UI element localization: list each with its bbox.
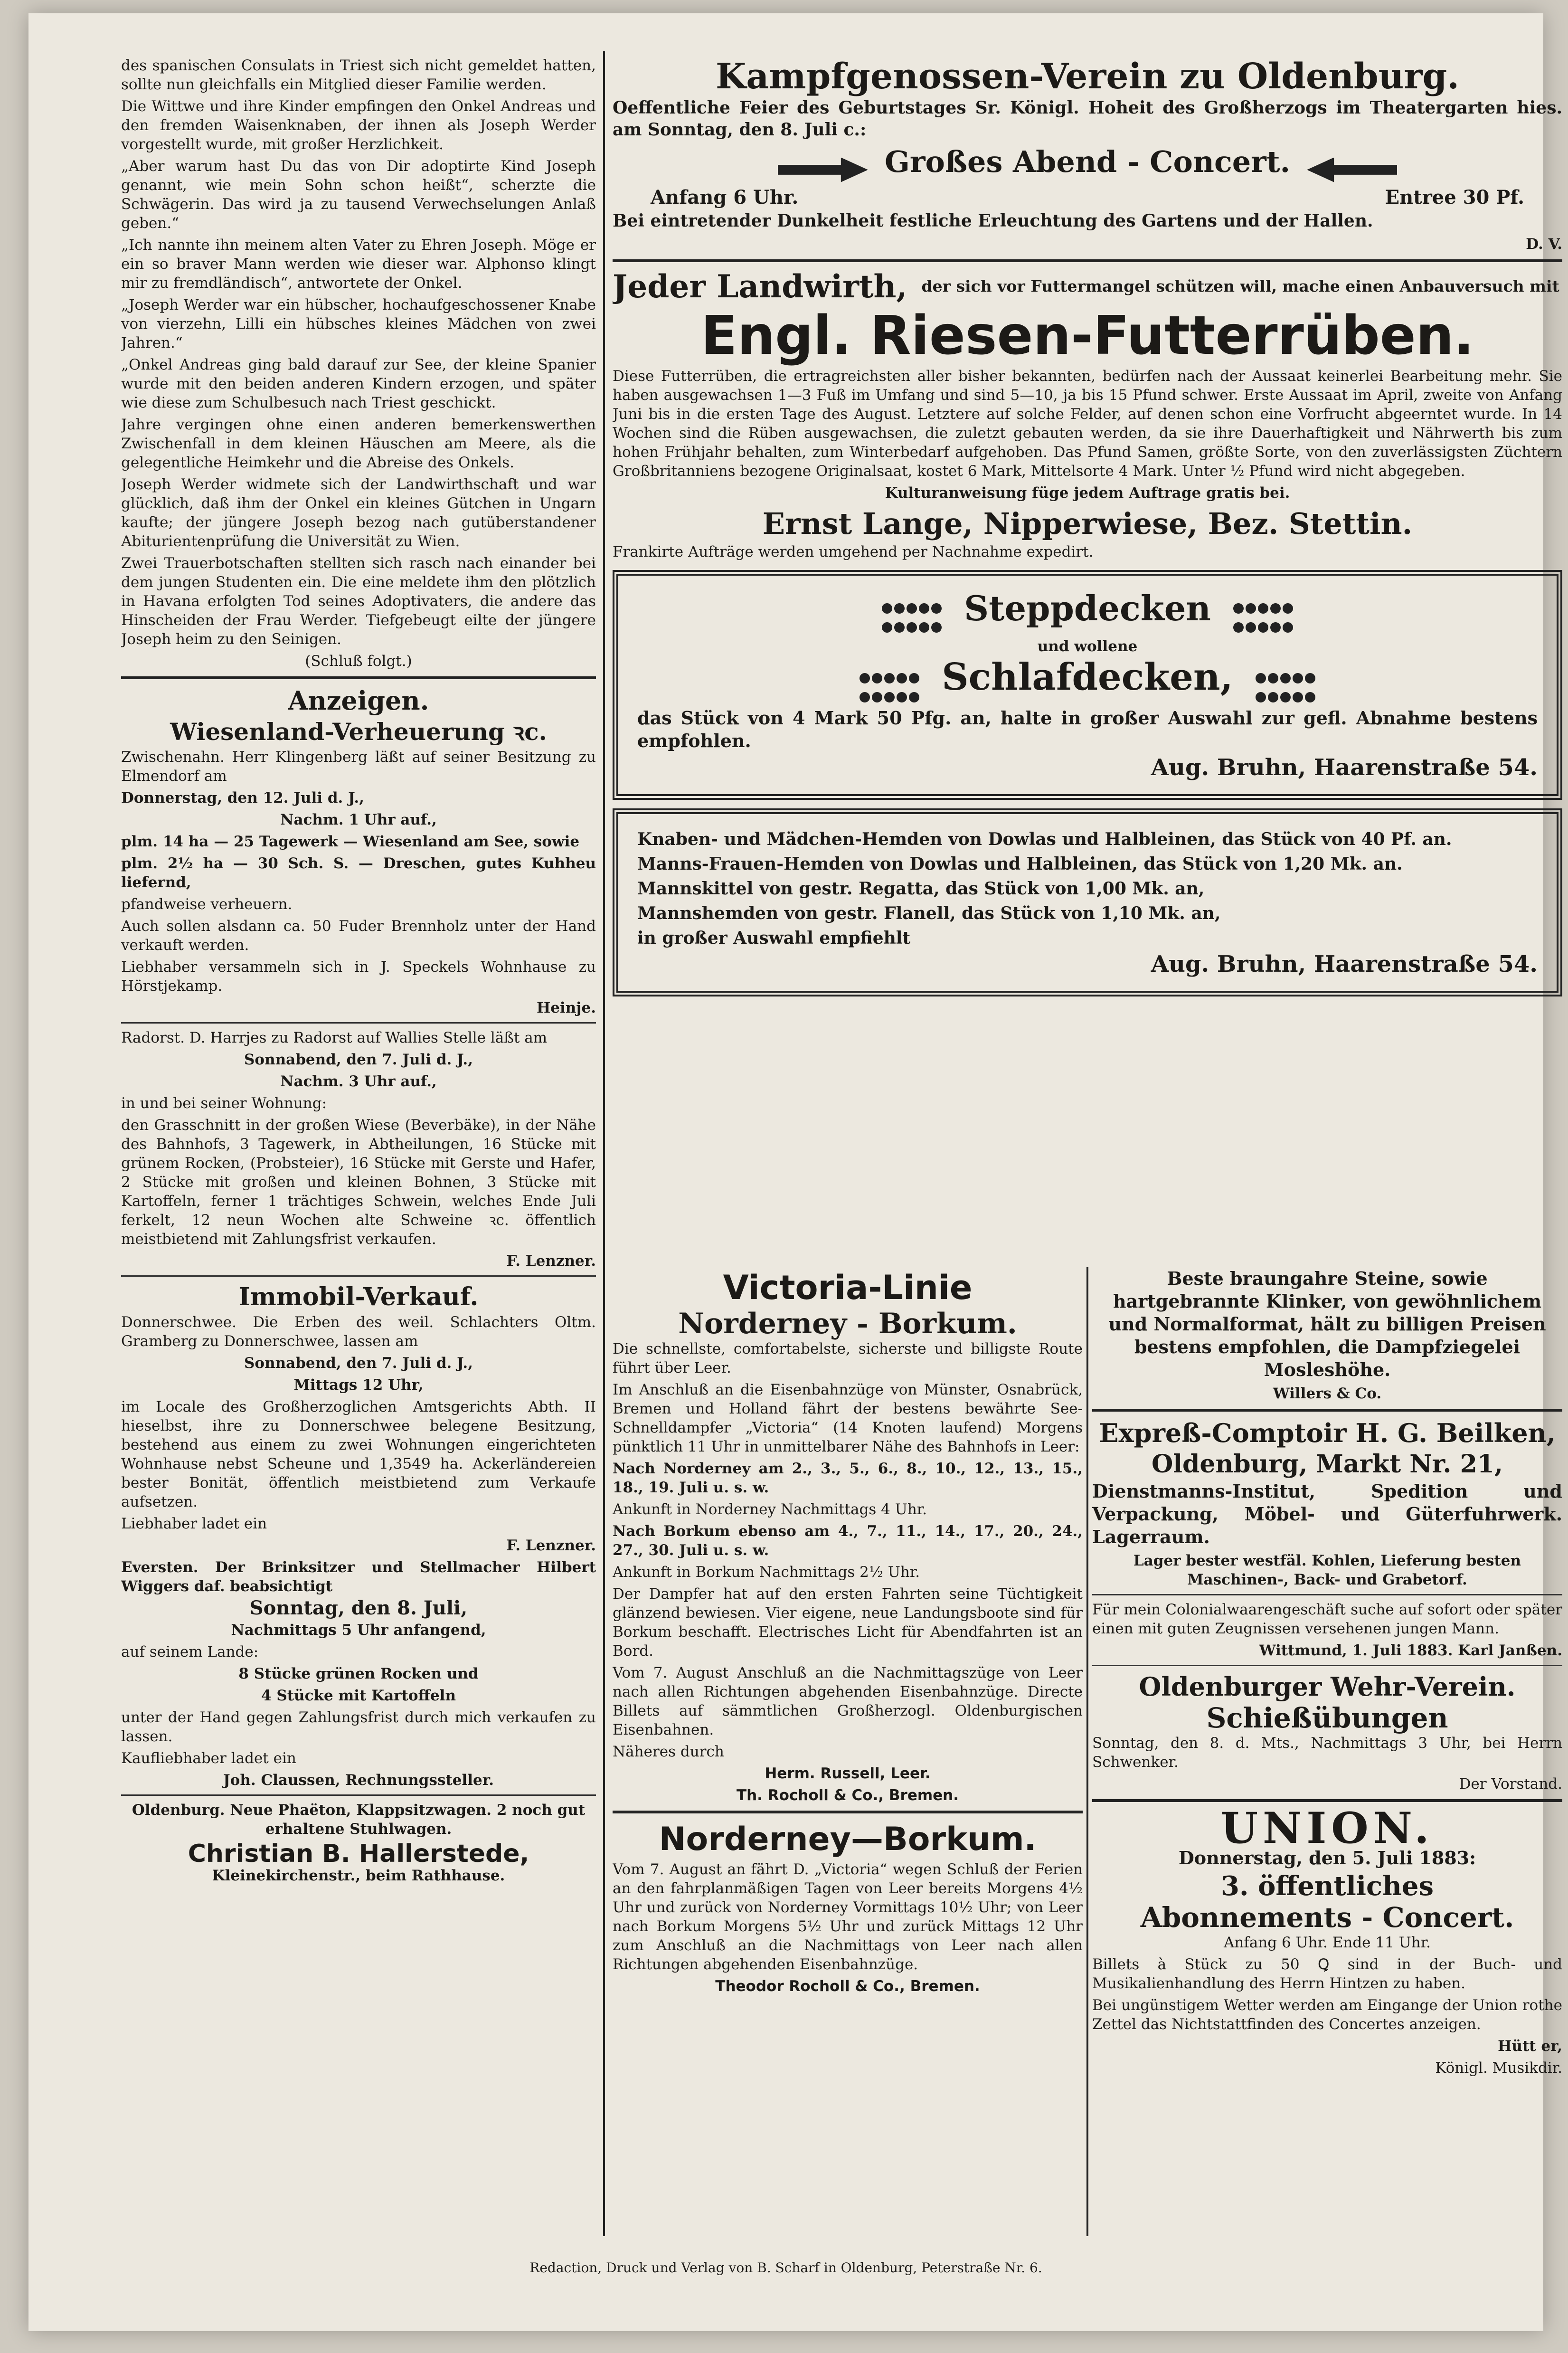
ad-line: Auch sollen alsdann ca. 50 Fuder Brennholz unter der Hand verkauft werden. (121, 918, 596, 954)
bruhn-line3-row (637, 655, 1538, 707)
union-sign: Hütt er, (1498, 2038, 1562, 2055)
union-line2: Abonnements - Concert. (1140, 1901, 1514, 1934)
union-times: Anfang 6 Uhr. Ende 11 Uhr. (1223, 1934, 1431, 1951)
ad-line: Liebhaber ladet ein (121, 1515, 267, 1532)
lange-lead-row (613, 268, 1562, 305)
lange-title: Engl. Riesen-Futterrüben. (700, 304, 1474, 367)
lange-culture: Kulturanweisung füge jedem Auftrage gratis bei. (885, 484, 1290, 502)
bruhn-shirt-line: Knaben- und Mädchen-Hemden von Dowlas und Halbleinen, das Stück von 40 Pf. an. (637, 829, 1452, 849)
section-rule (121, 676, 596, 679)
left-column (121, 56, 596, 2222)
victoria-line: Ankunft in Norderney Nachmittags 4 Uhr. (613, 1501, 927, 1518)
section-rule (613, 259, 1562, 262)
kampf-info-row (613, 185, 1562, 210)
kampf-line: Oeffentliche Feier des Geburtstages Sr. Königl. Hoheit des Großherzogs im Theatergarten hies. am Sonntag, den 8. Juli c.: (613, 98, 1562, 140)
ad-line: Eversten. Der Brinksitzer und Stellmacher Hilbert Wiggers daf. beabsichtigt (121, 1559, 596, 1595)
union-sign-title: Königl. Musikdir. (1435, 2059, 1562, 2077)
bruhn-text: das Stück von 4 Mark 50 Pfg. an, halte in großer Auswahl zur gefl. Abnahme bestens empfohlen. (637, 707, 1538, 751)
newspaper-page (28, 13, 1562, 2331)
story-paragraph: „Joseph Werder war ein hübscher, hochaufgeschossener Knabe von vierzehn, Lilli ein hübsches kleines Mädchen von zwei Jahren.“ (121, 296, 596, 351)
column-divider-left (603, 51, 605, 2236)
ad-divider (121, 1022, 596, 1024)
union-date: Donnerstag, den 5. Juli 1883: (1178, 1847, 1476, 1869)
kampf-entry: Entree 30 Pf. (1385, 186, 1524, 209)
beilken-subtitle: Oldenburg, Markt Nr. 21, (1151, 1450, 1503, 1479)
section-rule (613, 1811, 1083, 1813)
kampf-start: Anfang 6 Uhr. (651, 186, 799, 209)
victoria-agent: Herm. Russell, Leer. (765, 1765, 931, 1782)
victoria-line: Ankunft in Borkum Nachmittags 2½ Uhr. (613, 1564, 920, 1581)
victoria-line: Im Anschluß an die Eisenbahnzüge von Münster, Osnabrück, Bremen und Holland fährt der bestens bewährte See-Schnelldampfer „Victoria“ (14 Knoten laufend) Morgens pünktlich 11 Uhr in unmittelbarer Nähe des Bahnhofs in Leer: (613, 1381, 1083, 1455)
kampf-concert: Großes Abend - Concert. (884, 144, 1291, 179)
ad-time: Nachm. 3 Uhr auf., (280, 1073, 437, 1090)
story-paragraph: Die Wittwe und ihre Kinder empfingen den Onkel Andreas und den fremden Waisenknaben, der ihnen als Joseph Werder vorgestellt wurde, mit großer Herzlichkeit. (121, 98, 596, 153)
norderney-sign: Theodor Rocholl & Co., Bremen. (715, 1978, 980, 1995)
story-paragraph: des spanischen Consulats in Triest sich nicht gemeldet hatten, sollte nun gleichfalls ein Mitglied dieser Familie werden. (121, 57, 596, 93)
ad-signature: Heinje. (536, 999, 596, 1016)
ad-divider (121, 1794, 596, 1796)
section-rule (1092, 1799, 1562, 1802)
ad-line: auf seinem Lande: (121, 1643, 259, 1660)
moslesh-sign: Willers & Co. (1273, 1385, 1382, 1402)
kampf-note: Bei eintretender Dunkelheit festliche Erleuchtung des Gartens und der Hallen. (613, 210, 1373, 231)
story-paragraph: „Aber warum hast Du das von Dir adoptirte Kind Joseph genannt, wie mein Sohn schon heißt“, scherzte die Schwägerin. Das wird ja zu tausend Verwechselungen Anlaß geben.“ (121, 158, 596, 232)
victoria-line: Nach Borkum ebenso am 4., 7., 11., 14., 17., 20., 24., 27., 30. Juli u. s. w. (613, 1523, 1083, 1559)
ad-line: den Grasschnitt in der großen Wiese (Beverbäke), in der Nähe des Bahnhofs, 3 Tagewerk, in Abtheilungen, 16 Stücke mit grünem Rocken, (Probsteier), 16 Stücke mit Gerste und Hafer, 2 Stücke mit großen und kleinen Bohnen, 3 Stücke mit Kartoffeln, ferner 1 trächtiges Schwein, welches Ende Juli ferkelt, 12 neun Wochen alte Schweine ꝛc. öffentlich meistbietend mit Zahlungsfrist verkaufen. (121, 1117, 596, 1248)
ad-divider (1092, 1665, 1562, 1666)
norderney-text: Vom 7. August an fährt D. „Victoria“ wegen Schluß der Ferien an den fahrplanmäßigen Tagen von Leer bereits Morgens 4½ Uhr und zurück von Norderney Vormittags 10½ Uhr; von Leer nach Borkum Morgens 5½ Uhr und zurück Mittags 12 Uhr zum Anschluß an die Nachmittags von Leer nach allen Richtungen abgehenden Eisenbahnzüge. (613, 1861, 1083, 1973)
middle-lower-right-column (1092, 1267, 1562, 2227)
beilken-text2: Lager bester westfäl. Kohlen, Lieferung besten Maschinen-, Back- und Grabetorf. (1133, 1552, 1521, 1588)
story-paragraph: Jahre vergingen ohne einen anderen bemerkenswerthen Zwischenfall in dem kleinen Häuschen am Meere, als die gelegentliche Heimkehr und die Abreise des Onkels. (121, 416, 596, 471)
ornament-dots-icon (1232, 599, 1294, 637)
story-paragraph: „Ich nannte ihn meinem alten Vater zu Ehren Joseph. Möge er ein so braver Mann werden wie dieser war. Alphonso klingt mir zu fremdländisch“, antwortete der Onkel. (121, 237, 596, 292)
ad-line: Donnerschwee. Die Erben des weil. Schlachters Oltm. Gramberg zu Donnerschwee, lassen am (121, 1314, 596, 1350)
bruhn-shirt-line: Mannshemden von gestr. Flanell, das Stück von 1,10 Mk. an, (637, 903, 1221, 923)
ads-heading: Anzeigen. (288, 685, 429, 716)
bruhn-sign: Aug. Bruhn, Haarenstraße 54. (1151, 754, 1538, 781)
victoria-line: Die schnellste, comfortabelste, sicherste und billigste Route führt über Leer. (613, 1340, 1083, 1376)
moslesh-text: Beste braungahre Steine, sowie hartgebrannte Klinker, von gewöhnlichem und Normalformat, hält zu billigen Preisen bestens empfohlen, die Dampfziegelei Mosleshöhe. (1108, 1268, 1546, 1380)
ad-signature: F. Lenzner. (506, 1537, 596, 1554)
wehr-subtitle: Schießübungen (1206, 1702, 1448, 1734)
section-rule (1092, 1409, 1562, 1412)
lange-body: Diese Futterrüben, die ertragreichsten aller bisher bekannten, bedürfen nach der Aussaat keinerlei Bearbeitung mehr. Sie haben ausgewachsen 1—3 Fuß im Umfang und sind 5—10, ja bis 15 Pfund schwer. Erste Aussaat im April, zweite von Anfang Juni bis in die ersten Tage des August. Letztere auf solche Felder, auf denen schon eine Vorfrucht abgeerntet wurde. In 14 Wochen sind die Rüben ausgewachsen, die zuletzt gebauten werden, da sie ihre Dauerhaftigkeit und Nährwerth bis zum hohen Frühjahr behalten, zum Winterbedarf aufgehoben. Das Pfund Samen, größte Sorte, von den zuverlässigsten Züchtern Großbritanniens bezogene Originalsaat, kostet 6 Mark, Mittelsorte 4 Mark. Unter ½ Pfund wird nicht abgegeben. (613, 367, 1562, 480)
victoria-agent: Th. Rocholl & Co., Bremen. (736, 1787, 959, 1804)
story-paragraph: „Onkel Andreas ging bald darauf zur See, der kleine Spanier wurde mit den beiden anderen Kindern erzogen, und später wie diese zum Schulbesuch nach Triest geschickt. (121, 356, 596, 411)
bruhn-blanket-ad (613, 570, 1562, 800)
union-line1: 3. öffentliches (1221, 1870, 1434, 1902)
ad-title-wiesenland: Wiesenland-Verheuerung ꝛc. (170, 718, 547, 746)
ad-date: Donnerstag, den 12. Juli d. J., (121, 789, 364, 806)
ad-seller-hallerstede: Christian B. Hallerstede, (188, 1840, 529, 1868)
bruhn-line1-row (637, 590, 1538, 637)
ad-date: Sonnabend, den 7. Juli d. J., (244, 1051, 473, 1068)
bruhn-shirt-line: in großer Auswahl empfiehlt (637, 928, 911, 948)
union-text2: Bei ungünstigem Wetter werden am Eingange der Union rothe Zettel das Nichtstattfinden des Concertes anzeigen. (1092, 1997, 1562, 2033)
column-divider-lower-mid (1086, 1267, 1088, 2236)
bruhn-line3: Schlafdecken, (942, 655, 1233, 699)
ad-time: Mittags 12 Uhr, (293, 1376, 424, 1394)
bruhn-shirt-line: Mannskittel von gestr. Regatta, das Stück von 1,00 Mk. an, (637, 878, 1205, 899)
victoria-line: Näheres durch (613, 1743, 724, 1760)
ornament-dots-icon (1255, 669, 1316, 707)
ad-line: Kaufliebhaber ladet ein (121, 1750, 296, 1767)
bruhn-shirt-ad (613, 808, 1562, 996)
kampf-concert-row (613, 143, 1562, 182)
ad-line: Zwischenahn. Herr Klingenberg läßt auf seiner Besitzung zu Elmendorf am (121, 749, 596, 785)
victoria-subtitle: Norderney - Borkum. (678, 1307, 1017, 1340)
ad-line: im Locale des Großherzoglichen Amtsgerichts Abth. II hieselbst, ihre zu Donnerschwee belegene Besitzung, bestehend aus einem zu zwei Wohnungen eingerichteten Wohnhause nebst Scheune und 1,3549 ha. Ackerländereien bester Bonität, öffentlich meistbietend zum Verkaufe aufsetzen. (121, 1398, 596, 1510)
bruhn-line2: und wollene (1037, 638, 1138, 655)
ad-line: plm. 14 ha — 25 Tagewerk — Wiesenland am See, sowie (121, 833, 580, 850)
ad-time: Nachm. 1 Uhr auf., (280, 811, 437, 828)
ad-signature: Joh. Claussen, Rechnungssteller. (223, 1772, 494, 1789)
union-text: Billets à Stück zu 50 Ꝗ sind in der Buch- und Musikalienhandlung des Herrn Hintzen zu haben. (1092, 1956, 1562, 1992)
janssen-sign: Wittmund, 1. Juli 1883. Karl Janßen. (1259, 1642, 1562, 1659)
wehr-title: Oldenburger Wehr-Verein. (1139, 1671, 1516, 1702)
story-paragraph: Joseph Werder widmete sich der Landwirthschaft und war glücklich, daß ihm der Onkel ein kleines Gütchen in Ungarn kaufte; der jüngere Joseph bezog nach gutüberstandener Abiturientenprüfung die Universität zu Wien. (121, 476, 596, 550)
ad-line: plm. 2½ ha — 30 Sch. S. — Dreschen, gutes Kuhheu liefernd, (121, 855, 596, 891)
ad-line: Oldenburg. Neue Phaëton, Klappsitzwagen. 2 noch gut erhaltene Stuhlwagen. (132, 1802, 586, 1838)
ornament-dots-icon (859, 669, 920, 707)
story-continuation-note: (Schluß folgt.) (305, 653, 412, 670)
imprint-footer: Redaction, Druck und Verlag von B. Scharf in Oldenburg, Peterstraße Nr. 6. (529, 2260, 1042, 2276)
ad-signature: F. Lenzner. (506, 1252, 596, 1270)
victoria-line: Der Dampfer hat auf den ersten Fahrten seine Tüchtigkeit glänzend bewiesen. Vier eigene, neue Landungsboote sind für Borkum beschafft. Electrisches Licht für Abendfahrten ist an Bord. (613, 1585, 1083, 1660)
bruhn-shirt-line: Manns-Frauen-Hemden von Dowlas und Halbleinen, das Stück von 1,20 Mk. an. (637, 854, 1403, 874)
victoria-title: Victoria-Linie (723, 1268, 973, 1307)
norderney-title: Norderney—Borkum. (659, 1821, 1037, 1858)
ad-address: Kleinekirchenstr., beim Rathhause. (212, 1867, 505, 1884)
janssen-text: Für mein Colonialwaarengeschäft suche auf sofort oder später einen mit guten Zeugnissen versehenen jungen Mann. (1092, 1601, 1562, 1637)
kampf-title: Kampfgenossen-Verein zu Oldenburg. (716, 56, 1459, 97)
ad-date: Sonnabend, den 7. Juli d. J., (244, 1355, 473, 1372)
ad-line: pfandweise verheuern. (121, 896, 293, 913)
middle-lower-left-column (613, 1267, 1083, 2227)
beilken-text: Dienstmanns-Institut, Spedition und Verpackung, Möbel- und Güterfuhrwerk. Lagerraum. (1092, 1480, 1562, 1547)
ad-line: 4 Stücke mit Kartoffeln (261, 1687, 456, 1704)
wehr-text: Sonntag, den 8. d. Mts., Nachmittags 3 Uhr, bei Herrn Schwenker. (1092, 1735, 1562, 1771)
pointing-hand-icon (778, 158, 868, 182)
kampf-sign: D. V. (1526, 235, 1562, 253)
lange-seller: Ernst Lange, Nipperwiese, Bez. Stettin. (762, 506, 1413, 541)
story-paragraph: Zwei Trauerbotschaften stellten sich rasch nach einander bei dem jungen Studenten ein. Die eine meldete ihm den plötzlich in Havana erfolgten Tod seines Adoptivaters, die andere das Hinscheiden der Frau Werder. Tiefgebeugt eilte der jüngere Joseph heim zu den Seinigen. (121, 555, 596, 648)
ornament-dots-icon (881, 599, 943, 637)
victoria-line: Nach Norderney am 2., 3., 5., 6., 8., 10., 12., 13., 15., 18., 19. Juli u. s. w. (613, 1460, 1083, 1496)
pointing-hand-icon (1307, 158, 1397, 182)
ad-divider (1092, 1594, 1562, 1595)
ad-date: Sonntag, den 8. Juli, (249, 1597, 468, 1619)
victoria-line: Vom 7. August Anschluß an die Nachmittagszüge von Leer nach allen Richtungen abgehenden Eisenbahnzüge. Directe Billets auf sämmtlichen Großherzogl. Oldenburgischen Eisenbahnen. (613, 1664, 1083, 1738)
ad-line: Radorst. D. Harrjes zu Radorst auf Wallies Stelle läßt am (121, 1029, 548, 1046)
ad-line: unter der Hand gegen Zahlungsfrist durch mich verkaufen zu lassen. (121, 1709, 596, 1745)
beilken-title: Expreß-Comptoir H. G. Beilken, (1099, 1418, 1556, 1448)
lange-footnote: Frankirte Aufträge werden umgehend per Nachnahme expedirt. (613, 543, 1094, 560)
wehr-sign: Der Vorstand. (1459, 1775, 1562, 1793)
ad-line: 8 Stücke grünen Rocken und (238, 1665, 479, 1682)
middle-column (613, 56, 1562, 1267)
bruhn-line1: Steppdecken (964, 588, 1211, 628)
ad-line: in und bei seiner Wohnung: (121, 1095, 327, 1112)
ad-time: Nachmittags 5 Uhr anfangend, (231, 1622, 486, 1639)
union-title: UNION. (1220, 1803, 1434, 1853)
lange-lead: Jeder Landwirth, (613, 267, 907, 305)
bruhn-sign: Aug. Bruhn, Haarenstraße 54. (1151, 950, 1538, 977)
ad-line: Liebhaber versammeln sich in J. Speckels Wohnhause zu Hörstjekamp. (121, 958, 596, 995)
ad-title-immobil: Immobil-Verkauf. (238, 1282, 479, 1311)
ad-divider (121, 1275, 596, 1277)
lange-lead2: der sich vor Futtermangel schützen will, mache einen Anbauversuch mit (921, 276, 1559, 295)
